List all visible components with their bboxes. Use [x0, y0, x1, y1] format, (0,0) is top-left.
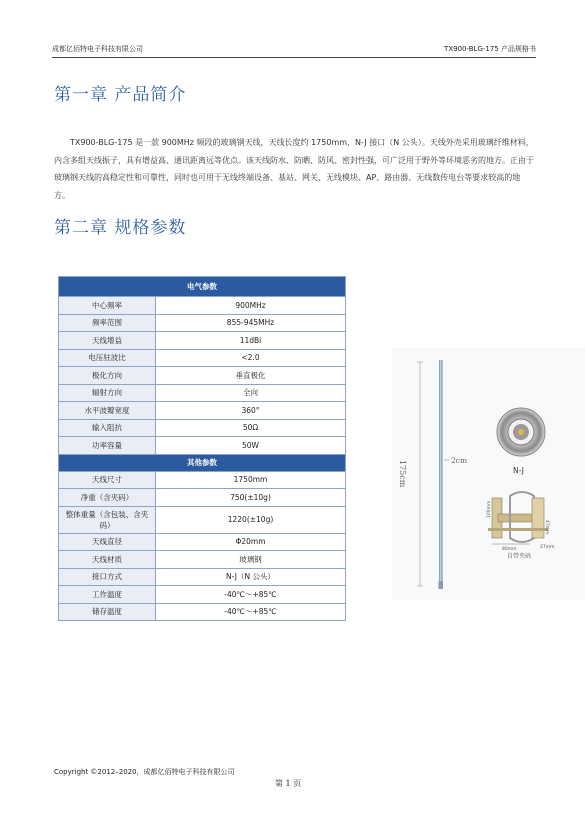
table-row: [59, 314, 346, 332]
param-name: 频率范围: [59, 314, 156, 332]
connector-label: N-J: [513, 466, 524, 475]
table-row: [59, 384, 346, 402]
table-row: [59, 586, 346, 604]
header-divider: [52, 57, 536, 58]
param-name: 功率容量: [59, 437, 156, 455]
diameter-label: 2cm: [451, 456, 468, 465]
table-row: [59, 297, 346, 315]
param-value: 玻璃钢: [156, 551, 346, 569]
table-row: [59, 367, 346, 385]
param-name: 输入阻抗: [59, 419, 156, 437]
table-row: [59, 568, 346, 586]
other-title: 其他参数: [59, 454, 346, 471]
param-name: 工作温度: [59, 586, 156, 604]
param-name: 辐射方向: [59, 384, 156, 402]
param-name: 中心频率: [59, 297, 156, 315]
param-name: 极化方向: [59, 367, 156, 385]
n-connector-icon: [497, 408, 545, 456]
footer-copyright: Copyright ©2012–2020，成都亿佰特电子科技有限公司: [54, 768, 235, 776]
table-row: [59, 489, 346, 507]
param-name: 天线增益: [59, 332, 156, 350]
antenna-rod-icon: [439, 360, 444, 589]
param-value: 1220(±10g): [156, 506, 346, 533]
param-value: 1750mm: [156, 471, 346, 489]
param-value: 50Ω: [156, 419, 346, 437]
param-name: 接口方式: [59, 568, 156, 586]
param-value: Φ20mm: [156, 533, 346, 551]
table-row: [59, 533, 346, 551]
table-row: [59, 349, 346, 367]
length-label: 175cm: [398, 460, 407, 488]
param-value: -40℃～+85℃: [156, 586, 346, 604]
param-name: 净重（含夹码）: [59, 489, 156, 507]
header-company: 成都亿佰特电子科技有限公司: [52, 45, 143, 53]
param-name: 水平波瓣宽度: [59, 402, 156, 420]
param-name: 储存温度: [59, 603, 156, 621]
param-value: 垂直极化: [156, 367, 346, 385]
page-header: [52, 44, 536, 56]
table-row: [59, 471, 346, 489]
param-name: 天线材质: [59, 551, 156, 569]
footer-page-number: 第 1 页: [275, 779, 302, 788]
spec-table: [58, 276, 346, 621]
param-value: -40℃～+85℃: [156, 603, 346, 621]
electrical-title: 电气参数: [59, 277, 346, 297]
param-value: 全向: [156, 384, 346, 402]
clamp-label: 自带夹码: [507, 553, 532, 560]
product-figure: [392, 348, 585, 600]
param-value: <2.0: [156, 349, 346, 367]
table-row: [59, 603, 346, 621]
chapter2-title: 第二章 规格参数: [54, 218, 187, 238]
param-name: 电压驻波比: [59, 349, 156, 367]
param-value: 50W: [156, 437, 346, 455]
param-value: 360°: [156, 402, 346, 420]
param-value: 750(±10g): [156, 489, 346, 507]
param-value: 855-945MHz: [156, 314, 346, 332]
clamp-dim-b: 27mm: [540, 545, 555, 550]
other-header-row: [59, 454, 346, 471]
table-row: [59, 419, 346, 437]
param-value: N-J（N 公头）: [156, 568, 346, 586]
param-name: 天线直径: [59, 533, 156, 551]
table-row: [59, 551, 346, 569]
clamp-dim-a: 80mm: [502, 547, 517, 552]
param-value: 900MHz: [156, 297, 346, 315]
param-value: 11dBi: [156, 332, 346, 350]
chapter1-title: 第一章 产品简介: [54, 85, 187, 105]
clamp-dim-d: 100mm: [487, 500, 492, 518]
chapter1-body: TX900-BLG-175 是一款 900MHz 频段的玻璃钢天线，天线长度约 1750mm，N-J 接口（N 公头）。天线外壳采用玻璃纤维材料，内含多组天线振子，具有增益高、通讯距离远等优点。该天线防水、防晒、防风、密封性强，可广泛用于野外等环境恶劣的地方。正由于玻璃钢天线的高稳定性和可靠性，同时也可用于无线终端设备、基站、网关、无线模块、AP、路由器、无线数传电台等要求较高的地方。: [54, 138, 534, 200]
param-name: 天线尺寸: [59, 471, 156, 489]
electrical-header-row: [59, 277, 346, 297]
table-row: [59, 332, 346, 350]
header-doc-title: TX900-BLG-175 产品规格书: [444, 45, 536, 53]
table-row: [59, 437, 346, 455]
table-row: [59, 402, 346, 420]
param-name: 整体重量（含包装、含夹码）: [59, 506, 156, 533]
clamp-dim-c: 47mm: [544, 520, 549, 535]
table-row: [59, 506, 346, 533]
